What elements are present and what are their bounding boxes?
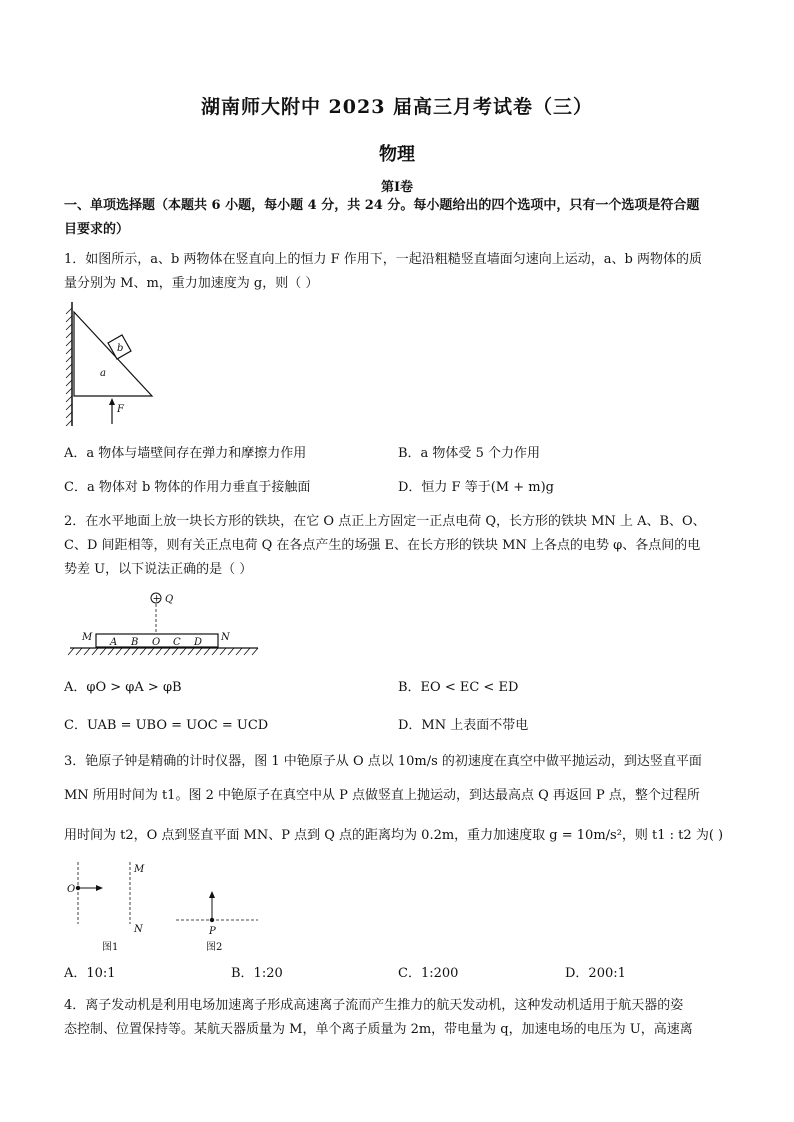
q3-fig1-caption: 图1	[102, 942, 119, 953]
q1-figure	[62, 298, 172, 428]
subject-title: 物理	[379, 144, 415, 165]
q1-option-a[interactable]: A．a 物体与墙壁间存在弹力和摩擦力作用	[64, 446, 307, 461]
part-title: 第Ⅰ卷	[380, 180, 414, 195]
q2-stem-cont2: 势差 U，以下说法正确的是（ ）	[64, 562, 253, 577]
q2-label-N: N	[221, 632, 230, 643]
q2-label-M: M	[82, 632, 93, 643]
q2-label-A: A	[110, 637, 118, 648]
q2-option-c[interactable]: C．UAB = UBO = UOC = UCD	[64, 718, 269, 733]
q2-figure	[68, 588, 268, 660]
q3-stem: 3．铯原子钟是精确的计时仪器，图 1 中铯原子从 O 点以 10m/s 的初速度在真空中做平抛运动，到达竖直平面	[64, 754, 702, 769]
q1-label-a: a	[100, 368, 106, 379]
q3-label-N: N	[134, 924, 143, 935]
q3-label-M: M	[134, 864, 145, 875]
q2-stem-cont: C、D 间距相等，则有关正点电荷 Q 在各点产生的场强 E、在长方形的铁块 MN 上各点的电势 φ、各点间的电	[64, 538, 701, 553]
section-heading: 一、单项选择题（本题共 6 小题，每小题 4 分，共 24 分。每小题给出的四个选项中，只有一个选项是符合题	[64, 198, 700, 213]
q2-charge-sign: +	[152, 593, 161, 605]
q3-label-P: P	[209, 926, 216, 937]
q3-option-a[interactable]: A．10:1	[64, 966, 116, 981]
q1-label-b: b	[117, 343, 124, 354]
q1-stem-cont: 量分别为 M、m，重力加速度为 g，则（ ）	[64, 276, 319, 291]
section-heading-cont: 目要求的）	[64, 222, 130, 237]
q4-stem-cont: 态控制、位置保持等。某航天器质量为 M，单个离子质量为 2m，带电量为 q，加速电场的电压为 U，高速离	[64, 1022, 693, 1037]
q1-option-d[interactable]: D．恒力 F 等于(M + m)g	[398, 480, 554, 495]
q3-fig2-caption: 图2	[206, 942, 223, 953]
q2-label-Q: Q	[165, 594, 174, 605]
q2-stem: 2．在水平地面上放一块长方形的铁块，在它 O 点正上方固定一正点电荷 Q，长方形的铁块 MN 上 A、B、O、	[64, 514, 706, 529]
q3-option-d[interactable]: D．200:1	[565, 966, 626, 981]
q2-label-C: C	[173, 637, 181, 648]
q2-option-d[interactable]: D．MN 上表面不带电	[398, 718, 529, 733]
q1-option-b[interactable]: B．a 物体受 5 个力作用	[398, 446, 540, 461]
q1-label-F: F	[117, 404, 124, 415]
q2-option-a[interactable]: A．φO > φA > φB	[64, 680, 182, 695]
q3-option-b[interactable]: B．1:20	[231, 966, 283, 981]
q2-label-O: O	[152, 637, 161, 648]
q4-stem: 4．离子发动机是利用电场加速离子形成高速离子流而产生推力的航天发动机，这种发动机适用于航天器的姿	[64, 998, 684, 1013]
q1-option-c[interactable]: C．a 物体对 b 物体的作用力垂直于接触面	[64, 480, 311, 495]
q2-label-D: D	[194, 637, 203, 648]
q2-option-b[interactable]: B．EO < EC < ED	[398, 680, 519, 695]
q2-label-B: B	[131, 637, 139, 648]
q1-stem: 1．如图所示，a、b 两物体在竖直向上的恒力 F 作用下，一起沿粗糙竖直墙面匀速向上运动，a、b 两物体的质	[64, 252, 702, 267]
q3-label-O: O	[67, 884, 76, 895]
q3-stem-cont2: 用时间为 t2，O 点到竖直平面 MN、P 点到 Q 点的距离均为 0.2m，重力加速度取 g = 10m/s²，则 t1 : t2 为( )	[64, 828, 724, 843]
q3-stem-cont: MN 所用时间为 t1。图 2 中铯原子在真空中从 P 点做竖直上抛运动，到达最高点 Q 再返回 P 点，整个过程所	[64, 788, 700, 803]
q3-figure	[62, 858, 272, 956]
exam-title: 湖南师大附中 2023 届高三月考试卷（三）	[200, 96, 594, 118]
q3-option-c[interactable]: C．1:200	[398, 966, 459, 981]
